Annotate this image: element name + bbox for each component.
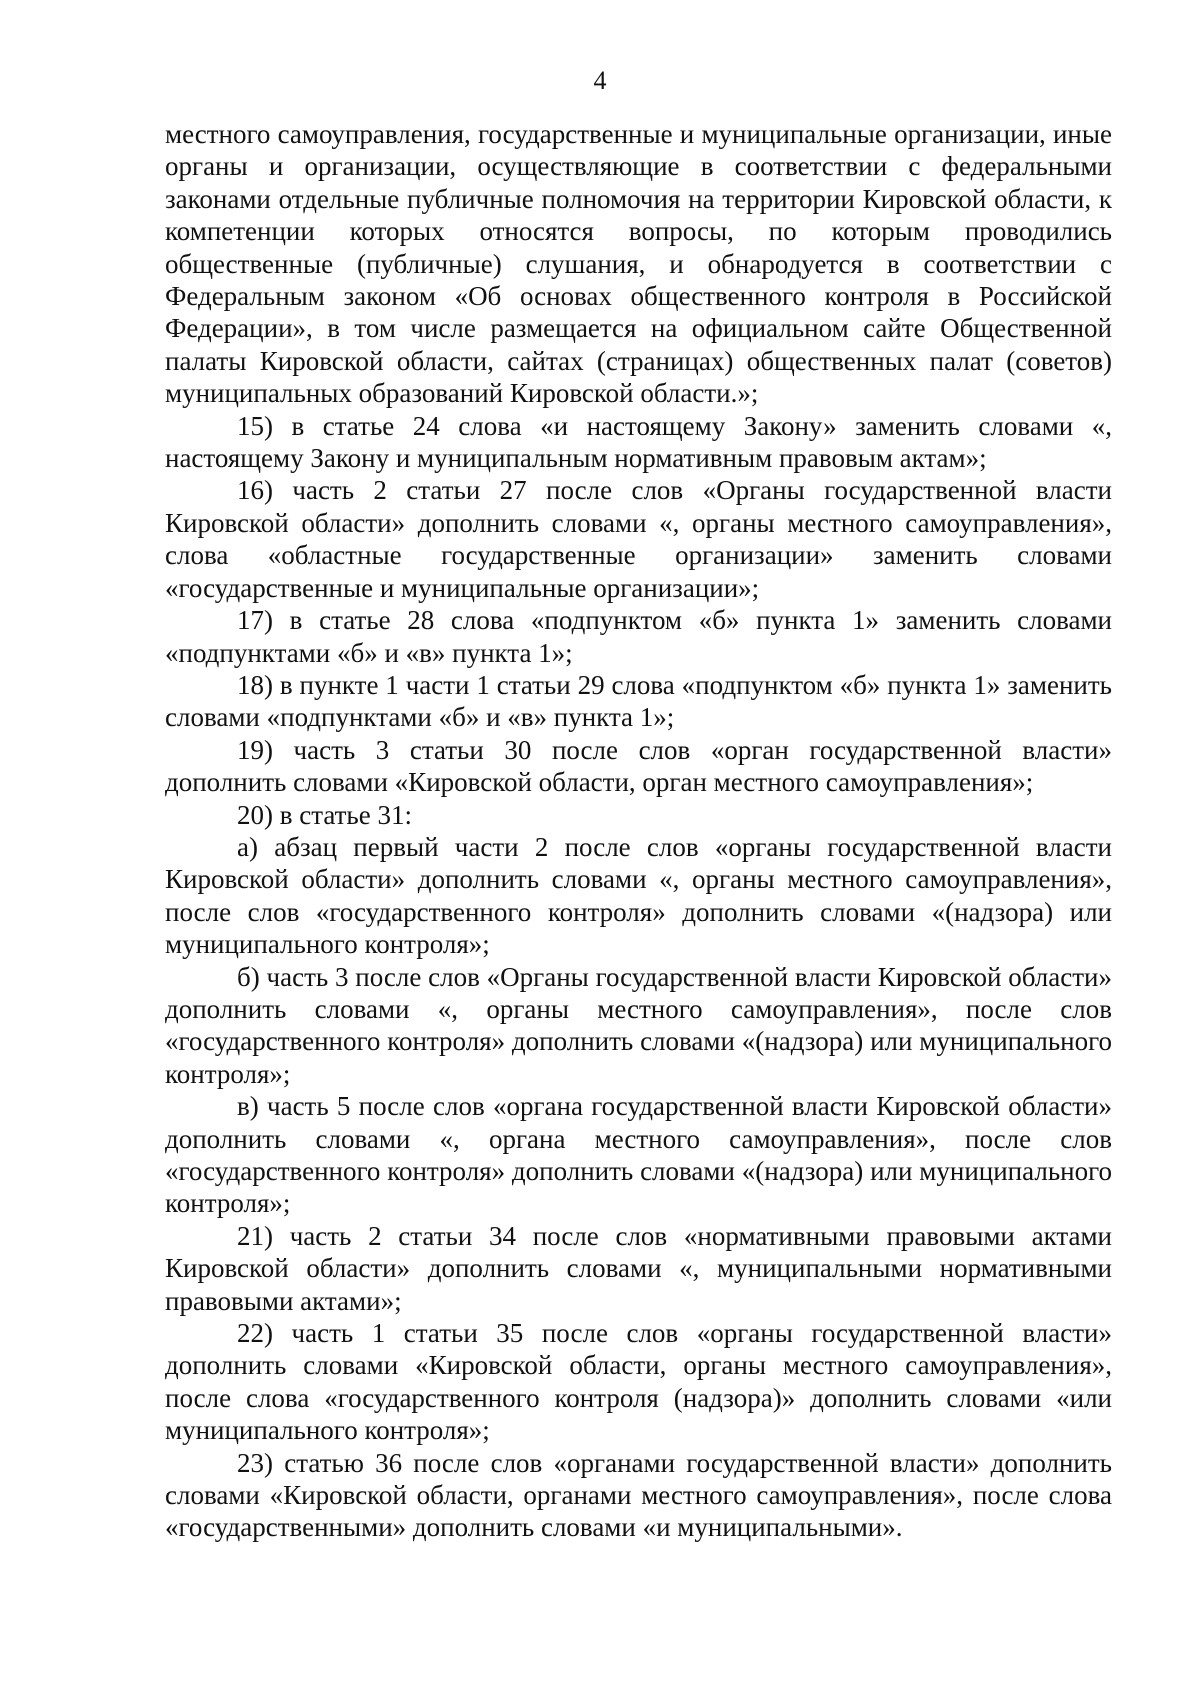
paragraph-item-23: 23) статью 36 после слов «органами государственной власти» дополнить словами «Кировской области, органами местного самоуправления», после слова «государственными» дополнить словами «и муниципальными». <box>165 1447 1112 1543</box>
paragraph-item-20v: в) часть 5 после слов «органа государственной власти Кировской области» дополнить словами «, органа местного самоуправления», после слов «государственного контроля» дополнить словами «(надзора) или муниципального контроля»; <box>165 1091 1112 1219</box>
paragraph-item-17: 17) в статье 28 слова «подпунктом «б» пункта 1» заменить словами «подпунктами «б» и «в» пункта 1»; <box>165 605 1112 668</box>
paragraph-item-20: 20) в статье 31: <box>237 799 412 830</box>
paragraph-item-16: 16) часть 2 статьи 27 после слов «Органы государственной власти Кировской области» дополнить словами «, органы местного самоуправления», слова «областные государственные организации» заменить словами «государственные и муниципальные организации»; <box>165 475 1112 603</box>
paragraph-item-21: 21) часть 2 статьи 34 после слов «нормативными правовыми актами Кировской области» дополнить словами «, муниципальными нормативными правовыми актами»; <box>165 1220 1112 1316</box>
document-body <box>165 118 1112 1544</box>
paragraph-item-15: 15) в статье 24 слова «и настоящему Закону» заменить словами «, настоящему Закону и муниципальным нормативным правовым актам»; <box>165 410 1112 474</box>
paragraph-item-19: 19) часть 3 статьи 30 после слов «орган государственной власти» дополнить словами «Кировской области, орган местного самоуправления»; <box>165 734 1112 798</box>
paragraph-item-20b: б) часть 3 после слов «Органы государственной власти Кировской области» дополнить словами «, органы местного самоуправления», после слов «государственного контроля» дополнить словами «(надзора) или муниципального контроля»; <box>165 961 1112 1089</box>
paragraph-continuation: местного самоуправления, государственные и муниципальные организации, иные органы и организации, осуществляющие в соответствии с федеральными законами отдельные публичные полномочия на территории Кировской области, к компетенции которых относятся вопросы, по которым проводились общественные (публичные) слушания, и обнародуется в соответствии с Федеральным законом «Об основах общественного контроля в Российской Федерации», в том числе размещается на официальном сайте Общественной палаты Кировской области, сайтах (страницах) общественных палат (советов) муниципальных образований Кировской области.»; <box>165 119 1112 409</box>
page-number: 4 <box>593 66 607 95</box>
paragraph-item-20a: а) абзац первый части 2 после слов «органы государственной власти Кировской области» дополнить словами «, органы местного самоуправления», после слов «государственного контроля» дополнить словами «(надзора) или муниципального контроля»; <box>165 831 1112 960</box>
paragraph-item-22: 22) часть 1 статьи 35 после слов «органы государственной власти» дополнить словами «Кировской области, органы местного самоуправления», после слова «государственного контроля (надзора)» дополнить словами «или муниципального контроля»; <box>165 1318 1112 1446</box>
paragraph-item-18: 18) в пункте 1 части 1 статьи 29 слова «подпунктом «б» пункта 1» заменить словами «подпунктами «б» и «в» пункта 1»; <box>165 669 1112 733</box>
